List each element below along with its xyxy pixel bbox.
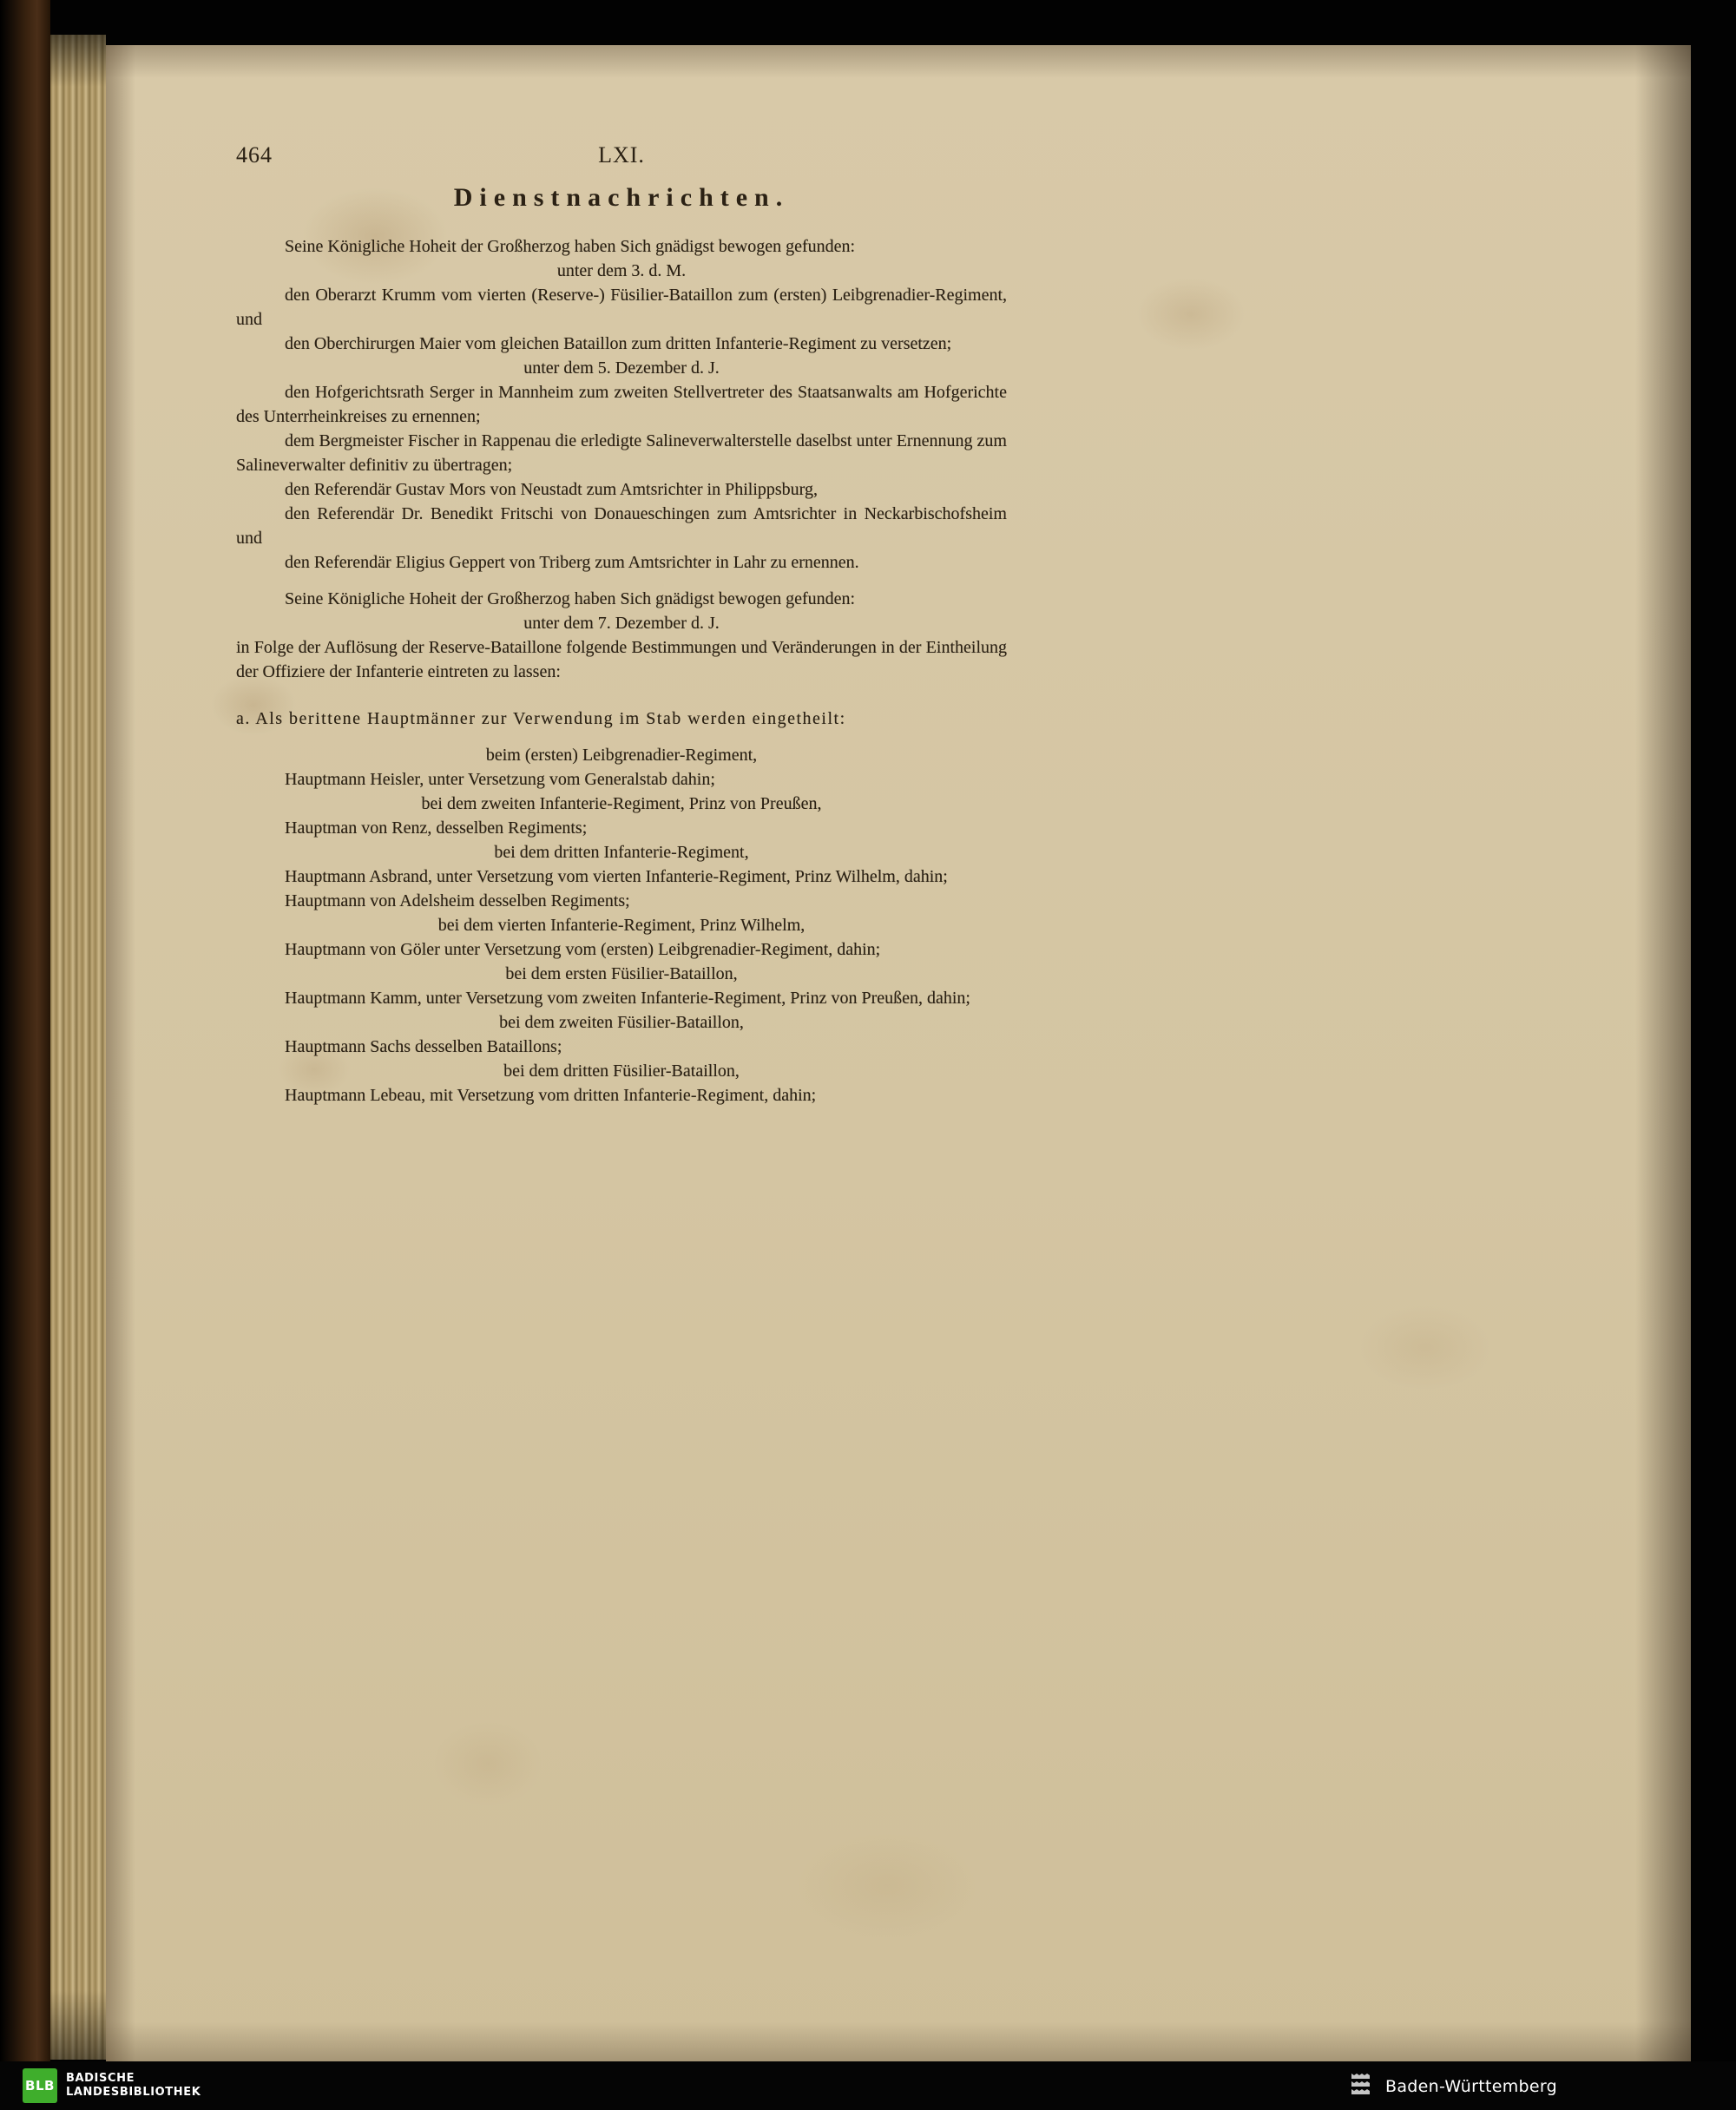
blb-logo-icon: BLB [23,2068,57,2103]
scanned-page [106,45,1691,2061]
book-spine [0,0,50,2061]
document-line: unter dem 5. Dezember d. J. [523,358,720,378]
document-line: den Referendär Gustav Mors von Neustadt zum Amtsrichter in Philippsburg, [285,480,818,499]
region-label: Baden-Württemberg [1385,2077,1558,2096]
text-column [236,142,1007,1108]
document-line: bei dem zweiten Füsilier-Bataillon, [499,1013,744,1032]
document-line: bei dem vierten Infanterie-Regiment, Prinz Wilhelm, [437,916,806,935]
document-line: Hauptmann Kamm, unter Versetzung vom zweiten Infanterie-Regiment, Prinz von Preußen, dahin; [285,989,970,1008]
section-numeral: LXI. [598,142,645,168]
library-name [66,2072,201,2100]
library-name-line1: BADISCHE [66,2072,135,2085]
document-body [236,234,1007,1108]
document-line: den Hofgerichtsrath Serger in Mannheim zum zweiten Stellvertreter des Staatsanwalts am Hofgerichte des Unterrheinkreises zu ernennen; [236,383,1007,426]
document-line: Hauptmann Lebeau, mit Versetzung vom dritten Infanterie-Regiment, dahin; [285,1086,817,1105]
document-line: Seine Königliche Hoheit der Großherzog haben Sich gnädigst bewogen gefunden: [285,589,856,608]
document-line: dem Bergmeister Fischer in Rappenau die erledigte Salineverwalterstelle daselbst unter Ernennung zum Salineverwalter definitiv zu übertragen; [236,431,1007,475]
page-header [236,142,1007,168]
document-line: Hauptmann Asbrand, unter Versetzung vom vierten Infanterie-Regiment, Prinz Wilhelm, dahin; [285,867,948,886]
document-line: Hauptman von Renz, desselben Regiments; [285,818,588,838]
library-footer-bar [0,2061,1736,2110]
document-line: Hauptmann von Adelsheim desselben Regiments; [285,891,630,910]
baden-wuerttemberg-logo [1347,2070,1557,2103]
document-line: Hauptmann Sachs desselben Bataillons; [285,1037,562,1056]
document-line: den Referendär Dr. Benedikt Fritschi von Donaueschingen zum Amtsrichter in Neckarbischofsheim und [236,504,1007,548]
book-page-edges [50,35,106,2060]
document-line: den Oberchirurgen Maier vom gleichen Bataillon zum dritten Infanterie-Regiment zu versetzen; [285,334,952,353]
document-line: den Oberarzt Krumm vom vierten (Reserve-) Füsilier-Bataillon zum (ersten) Leibgrenadier-Regiment, und [236,286,1007,329]
document-line: beim (ersten) Leibgrenadier-Regiment, [485,746,758,765]
coat-of-arms-icon [1347,2070,1377,2103]
page-number: 464 [236,142,273,168]
document-line: bei dem ersten Füsilier-Bataillon, [505,964,738,983]
blb-logo [23,2068,201,2103]
document-line: unter dem 7. Dezember d. J. [523,614,720,633]
document-line: in Folge der Auflösung der Reserve-Bataillone folgende Bestimmungen und Veränderungen in der Eintheilung der Offiziere der Infanterie eintreten zu lassen: [236,638,1007,681]
document-title: Dienstnachrichten. [453,183,790,212]
library-name-line2: LANDESBIBLIOTHEK [66,2086,201,2099]
document-line: a. Als berittene Hauptmänner zur Verwendung im Stab werden eingetheilt: [236,709,846,728]
document-line: bei dem dritten Infanterie-Regiment, [494,843,749,862]
document-line: Hauptmann Heisler, unter Versetzung vom Generalstab dahin; [285,770,715,789]
document-line: bei dem dritten Füsilier-Bataillon, [503,1062,740,1081]
document-line: den Referendär Eligius Geppert von Triberg zum Amtsrichter in Lahr zu ernennen. [285,553,859,572]
document-line: Seine Königliche Hoheit der Großherzog haben Sich gnädigst bewogen gefunden: [285,237,856,256]
document-line: unter dem 3. d. M. [556,261,687,280]
document-line: bei dem zweiten Infanterie-Regiment, Prinz von Preußen, [421,794,822,813]
document-line: Hauptmann von Göler unter Versetzung vom (ersten) Leibgrenadier-Regiment, dahin; [285,940,881,959]
